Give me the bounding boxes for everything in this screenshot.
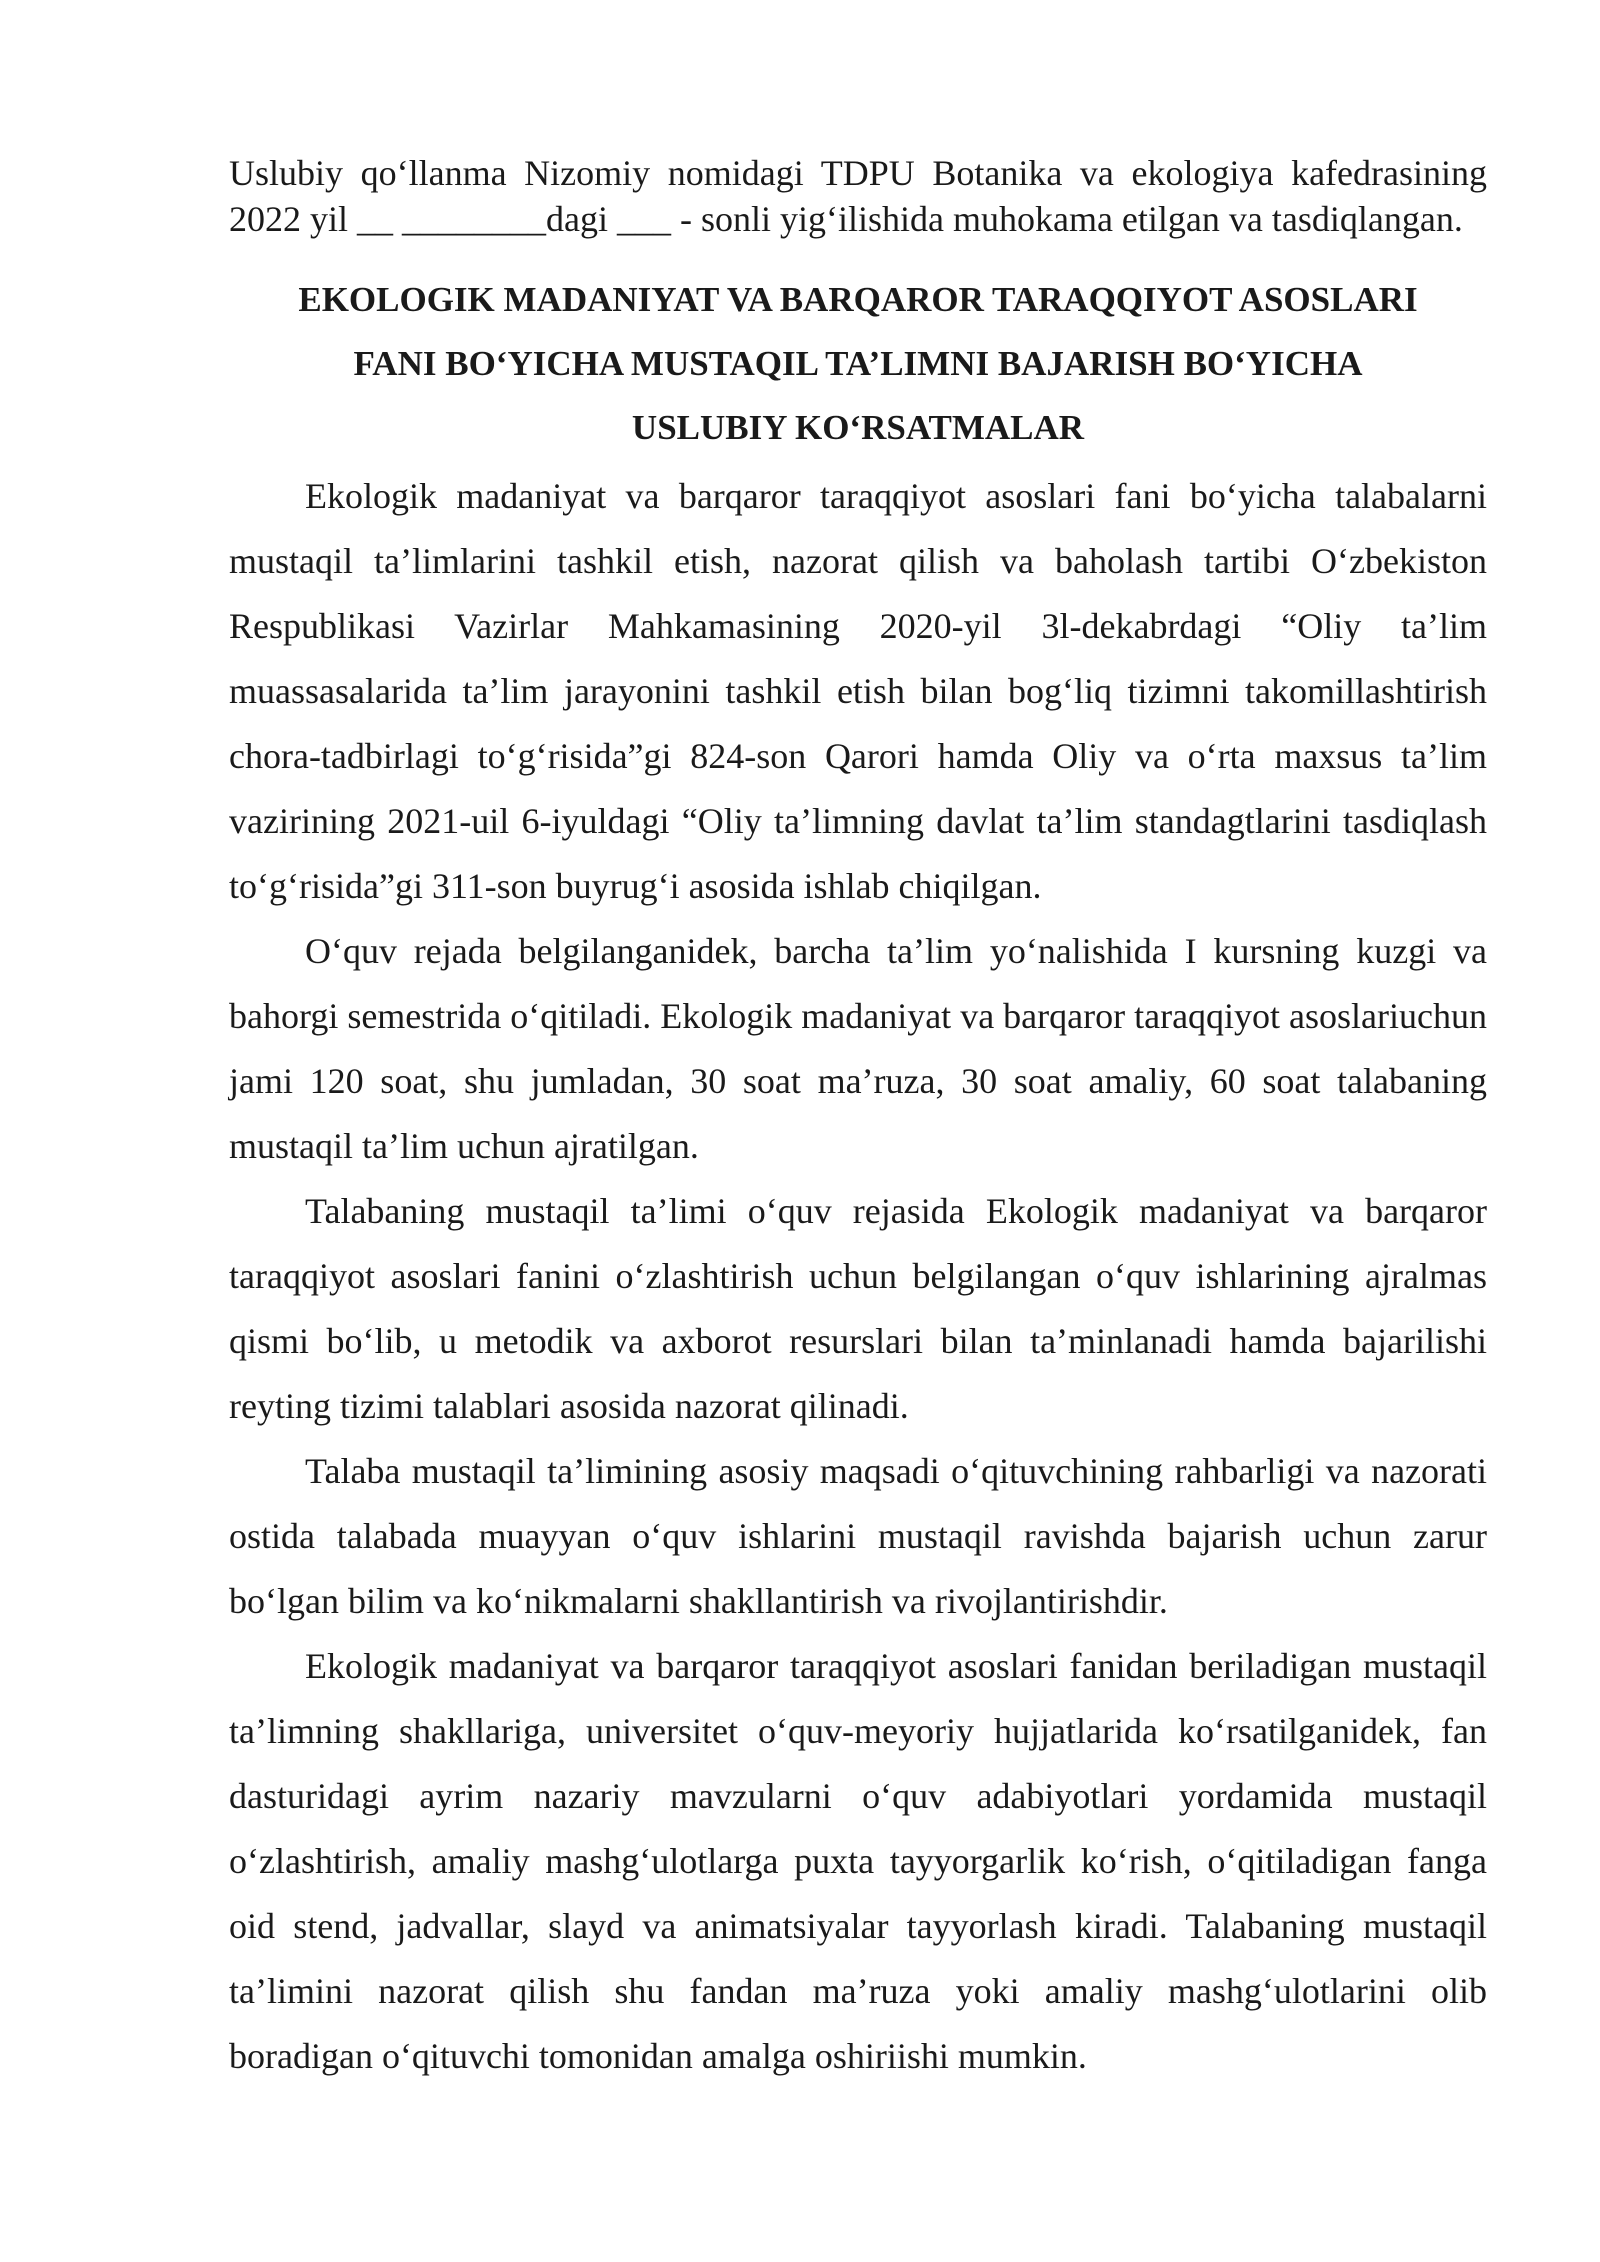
body-text [229,464,1487,2089]
approval-note: Uslubiy qo‘llanma Nizomiy nomidagi TDPU Botanika va ekologiya kafedrasining 2022 yil __ ________dagi ___ - sonli yig‘ilishida muhokama etilgan va tasdiqlangan. [229,153,1487,239]
paragraph-5: Ekologik madaniyat va barqaror taraqqiyot asoslari fanidan beriladigan mustaqil ta’limning shakllariga, universitet o‘quv-meyoriy hujjatlarida ko‘rsatilganidek, fan dasturidagi ayrim nazariy mavzularni o‘quv adabiyotlari yordamida mustaqil o‘zlashtirish, amaliy mashg‘ulotlarga puxta tayyorgarlik ko‘rish, o‘qitiladigan fanga oid stend, jadvallar, slayd va animatsiyalar tayyorlash kiradi. Talabaning mustaqil ta’limini nazorat qilish shu fandan ma’ruza yoki amaliy mashg‘ulotlarini olib boradigan o‘qituvchi tomonidan amalga oshiriishi mumkin. [229,1646,1487,2076]
document-title [229,268,1487,460]
document-page [229,150,1487,2089]
paragraph-2: O‘quv rejada belgilanganidek, barcha ta’lim yo‘nalishida I kursning kuzgi va bahorgi semestrida o‘qitiladi. Ekologik madaniyat va barqaror taraqqiyot asoslariuchun jami 120 soat, shu jumladan, 30 soat ma’ruza, 30 soat amaliy, 60 soat talabaning mustaqil ta’lim uchun ajratilgan. [229,931,1487,1166]
title-line-1: EKOLOGIK MADANIYAT VA BARQAROR TARAQQIYOT ASOSLARI [298,280,1418,319]
paragraph-3: Talabaning mustaqil ta’limi o‘quv rejasida Ekologik madaniyat va barqaror taraqqiyot asoslari fanini o‘zlashtirish uchun belgilangan o‘quv ishlarining ajralmas qismi bo‘lib, u metodik va axborot resurslari bilan ta’minlanadi hamda bajarilishi reyting tizimi talablari asosida nazorat qilinadi. [229,1191,1487,1426]
paragraph-1: Ekologik madaniyat va barqaror taraqqiyot asoslari fani bo‘yicha talabalarni mustaqil ta’limlarini tashkil etish, nazorat qilish va baholash tartibi O‘zbekiston Respublikasi Vazirlar Mahkamasining 2020-yil 3l-dekabrdagi “Oliy ta’lim muassasalarida ta’lim jarayonini tashkil etish bilan bog‘liq tizimni takomillashtirish chora-tadbirlagi to‘g‘risida”gi 824-son Qarori hamda Oliy va o‘rta maxsus ta’lim vazirining 2021-uil 6-iyuldagi “Oliy ta’limning davlat ta’lim standagtlarini tasdiqlash to‘g‘risida”gi 311-son buyrug‘i asosida ishlab chiqilgan. [229,476,1487,906]
title-line-2: FANI BO‘YICHA MUSTAQIL TA’LIMNI BAJARISH BO‘YICHA [353,344,1363,383]
title-line-3: USLUBIY KO‘RSATMALAR [631,408,1085,447]
paragraph-4: Talaba mustaqil ta’limining asosiy maqsadi o‘qituvchining rahbarligi va nazorati ostida talabada muayyan o‘quv ishlarini mustaqil ravishda bajarish uchun zarur bo‘lgan bilim va ko‘nikmalarni shakllantirish va rivojlantirishdir. [229,1451,1487,1621]
